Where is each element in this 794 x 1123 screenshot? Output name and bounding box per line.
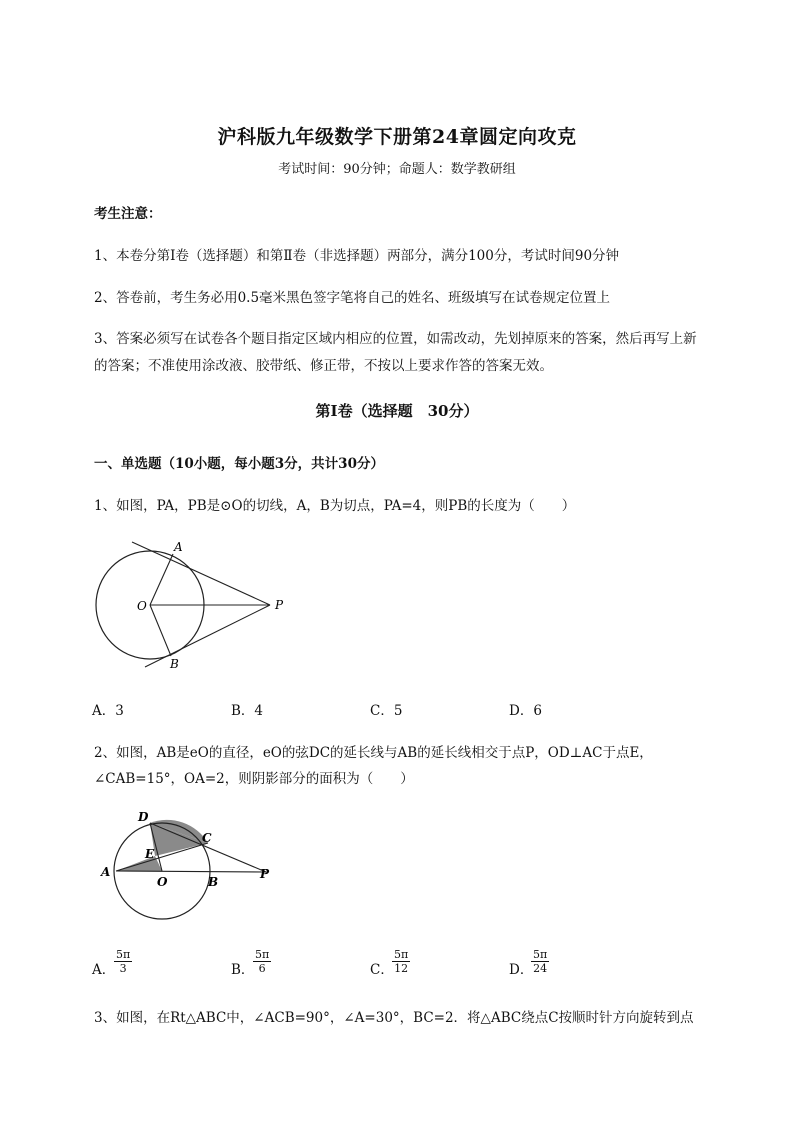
q2-option-d-letter[interactable]: D． — [509, 962, 534, 978]
section-title: 第I卷（选择题 30分） — [315, 402, 479, 420]
label-C: C — [202, 831, 212, 845]
notice-heading: 考生注意： — [94, 206, 162, 222]
q1-option-b[interactable]: B．4 — [231, 703, 264, 719]
label-D: D — [138, 810, 149, 824]
q2-option-b-letter[interactable]: B． — [231, 962, 255, 978]
label-B: B — [170, 657, 179, 671]
label-P: P — [260, 867, 270, 881]
numerator: 5π — [533, 948, 548, 961]
question-1-figure — [90, 535, 300, 675]
notice-item-3-cont: 的答案；不准使用涂改液、胶带纸、修正带，不按以上要求作答的答案无效。 — [94, 358, 553, 374]
question-2-figure — [98, 806, 288, 928]
denominator: 6 — [258, 962, 266, 975]
q2-option-c-letter[interactable]: C． — [370, 962, 394, 978]
denominator: 3 — [119, 962, 127, 975]
label-O: O — [137, 599, 147, 613]
numerator: 5π — [255, 948, 270, 961]
label-A: A — [174, 540, 183, 554]
label-P: P — [275, 598, 284, 612]
label-E: E — [145, 847, 155, 861]
label-B: B — [208, 875, 219, 889]
q2-option-b-fraction — [253, 948, 271, 975]
q2-option-c-fraction — [392, 948, 410, 975]
denominator: 24 — [533, 962, 548, 975]
denominator: 12 — [394, 962, 409, 975]
page-title: 沪科版九年级数学下册第24章圆定向攻克 — [217, 126, 577, 148]
question-2-text-line1: 2、如图，AB是eO的直径，eO的弦DC的延长线与AB的延长线相交于点P，OD⊥AC于点E， — [94, 745, 653, 761]
label-A: A — [101, 865, 111, 879]
q1-option-a[interactable]: A．3 — [92, 703, 124, 719]
q1-option-c[interactable]: C．5 — [370, 703, 403, 719]
numerator: 5π — [394, 948, 409, 961]
numerator: 5π — [116, 948, 131, 961]
notice-item-3: 3、答案必须写在试卷各个题目指定区域内相应的位置，如需改动，先划掉原来的答案，然后再写上新 — [94, 331, 697, 347]
question-3-text: 3、如图，在Rt△ABC中，∠ACB=90°，∠A=30°，BC=2．将△ABC绕点C按顺时针方向旋转到点 — [94, 1010, 694, 1026]
notice-item-2: 2、答卷前，考生务必用0.5毫米黑色签字笔将自己的姓名、班级填写在试卷规定位置上 — [94, 290, 611, 306]
exam-info: 考试时间：90分钟；命题人：数学教研组 — [278, 162, 516, 177]
q2-option-d-fraction — [531, 948, 549, 975]
label-O: O — [157, 875, 168, 889]
q2-option-a-fraction — [114, 948, 132, 975]
part-heading: 一、单选题（10小题，每小题3分，共计30分） — [94, 456, 384, 472]
q1-option-d[interactable]: D．6 — [509, 703, 542, 719]
question-1-text: 1、如图，PA，PB是⊙O的切线，A，B为切点，PA=4，则PB的长度为（ ） — [94, 498, 576, 514]
q2-option-a-letter[interactable]: A． — [92, 962, 116, 978]
notice-item-1: 1、本卷分第I卷（选择题）和第Ⅱ卷（非选择题）两部分，满分100分，考试时间90分钟 — [94, 248, 620, 264]
question-2-text-line2: ∠CAB=15°，OA=2，则阴影部分的面积为（ ） — [94, 771, 414, 787]
